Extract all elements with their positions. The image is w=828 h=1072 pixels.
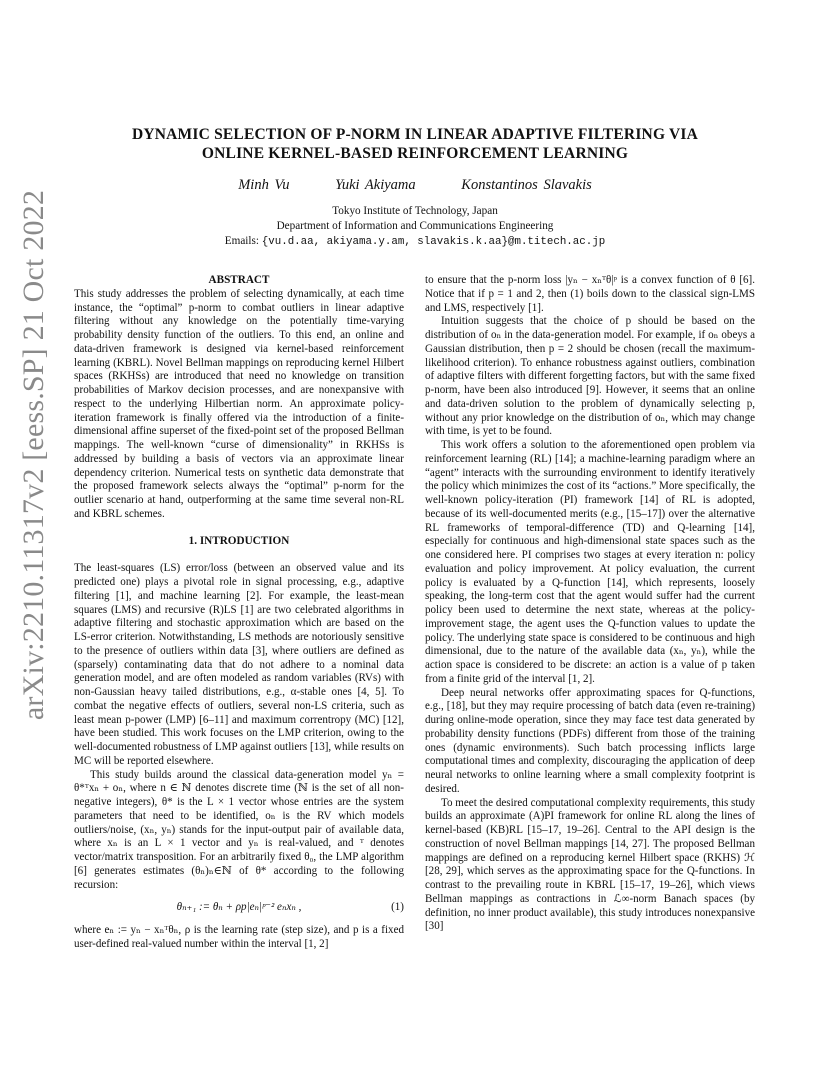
right-paragraph-2: Intuition suggests that the choice of p should be based on the distribution of oₙ in the data-generation model. For example, if oₙ obeys a Gaussian distribution, then p = 2 should be chosen (recall the maximum-likelihood criterion). To enhance robustness against outliers, combination of adaptive filters with different forgetting factors, but with the same fixed p-norm, have been also introduced [9]. However, it seems that an online and data-driven solution to the problem of dynamically selecting p, without any prior knowledge on the distribution of oₙ, which may change with time, is yet to be found. bbox=[425, 315, 755, 438]
intro-paragraph-1: The least-squares (LS) error/loss (between an observed value and its predicted one) plays a pivotal role in signal processing, e.g., adaptive filtering [1], and machine learning [2]. For example, the least-mean squares (LMS) and recursive (R)LS [1] are two celebrated algorithms in adaptive filtering and stochastic approximation which are based on the LS-error criterion. Notwithstanding, LS methods are notoriously sensitive to the presence of outliers within data [3], where outliers are defined as (sparsely) contaminating data that do not adhere to a nominal data generation model, and are often modeled as random variables (RVs) with non-Gaussian heavy tailed distributions, e.g., α-stable ones [4, 5]. To combat the negative effects of outliers, several non-LS criteria, such as least mean p-power (LMP) [6–11] and maximum correntropy (MC) [12], have been studied. This work focuses on the LMP criterion, owing to the well-documented robustness of LMP against outliers [13], while results on MC will be reported elsewhere. bbox=[74, 562, 404, 767]
arxiv-stamp bbox=[14, 189, 54, 721]
affiliation-institute: Tokyo Institute of Technology, Japan bbox=[332, 205, 498, 217]
equation-number: (1) bbox=[391, 901, 404, 914]
abstract-heading: ABSTRACT bbox=[208, 274, 270, 286]
right-paragraph-1: to ensure that the p-norm loss |yₙ − xₙᵀθ|ᵖ is a convex function of θ [6]. Notice that if p = 1 and 2, then (1) boils down to the classical sign-LMS and LMS, respectively [1]. bbox=[425, 274, 755, 314]
affiliation-block bbox=[70, 204, 760, 250]
intro-paragraph-3: where eₙ := yₙ − xₙᵀθₙ, ρ is the learning rate (step size), and p is a fixed user-defined real-valued number within the interval [1, 2] bbox=[74, 924, 404, 950]
equation-1 bbox=[74, 901, 404, 915]
author-name: Yuki Akiyama bbox=[335, 177, 416, 193]
title-line-2: ONLINE KERNEL-BASED REINFORCEMENT LEARNING bbox=[201, 145, 629, 162]
left-column bbox=[74, 274, 404, 952]
paper-header bbox=[70, 125, 760, 250]
emails-text: {vu.d.aa, akiyama.y.am, slavakis.k.aa}@m.titech.ac.jp bbox=[261, 236, 606, 248]
paper-title bbox=[70, 125, 760, 163]
abstract-text: This study addresses the problem of selecting dynamically, at each time instance, the “optimal” p-norm to combat outliers in linear adaptive filtering without any knowledge on the potentially time-varying probability density function of the outliers. To this end, an online and data-driven framework is designed via kernel-based reinforcement learning (KBRL). Novel Bellman mappings on reproducing kernel Hilbert spaces (RKHSs) are introduced that need no knowledge on transition probabilities of Markov decision processes, and are nonexpansive with respect to the underlying Hilbertian norm. An approximate policy-iteration framework is finally offered via the introduction of a finite-dimensional affine superset of the fixed-point set of the proposed Bellman mappings. The well-known “curse of dimensionality” in RKHSs is addressed by building a basis of vectors via an approximate linear dependency criterion. Numerical tests on synthetic data demonstrate that the proposed framework selects always the “optimal” p-norm for the outlier scenario at hand, outperforming at the same time several non-RL and KBRL schemes. bbox=[74, 287, 404, 520]
right-column bbox=[425, 274, 755, 934]
right-paragraph-4: Deep neural networks offer approximating spaces for Q-functions, e.g., [18], but they may require processing of batch data (even re-training) during online-mode operation, since they may face test data generated by probability density functions (PDFs) different from those of the training ones (dynamic environments). Such batch processing inflicts large computational times and complexity, discouraging the application of deep neural networks to online learning where a small complexity footprint is desired. bbox=[425, 686, 755, 795]
author-name: Minh Vu bbox=[238, 177, 290, 193]
emails-label: Emails: bbox=[224, 235, 259, 247]
email-line bbox=[70, 234, 760, 250]
equation-body: θₙ₊₁ := θₙ + ρp|eₙ|ᵖ⁻² eₙxₙ , bbox=[176, 901, 302, 914]
title-line-1: DYNAMIC SELECTION OF P-NORM IN LINEAR ADAPTIVE FILTERING VIA bbox=[131, 126, 699, 143]
intro-heading: 1. INTRODUCTION bbox=[188, 534, 290, 547]
author-name: Konstantinos Slavakis bbox=[461, 177, 592, 193]
right-paragraph-5: To meet the desired computational complexity requirements, this study builds an approximate (A)PI framework for online RL along the lines of kernel-based (KB)RL [15–17, 19–26]. Central to the API design is the construction of novel Bellman mappings [14, 27]. The proposed Bellman mappings are defined on a reproducing kernel Hilbert space (RKHS) ℋ [28, 29], which serves as the approximating space for the Q-functions. In contrast to the prevailing route in KBRL [15–17, 19–26], which views Bellman mappings as contractions in ℒ∞-norm Banach spaces (by definition, no inner product available), this study introduces nonexpansive [30] bbox=[425, 796, 755, 933]
arxiv-id: arXiv:2210.11317v2 [eess.SP] 21 Oct 2022 bbox=[17, 189, 50, 721]
intro-paragraph-2: This study builds around the classical data-generation model yₙ = θ*ᵀxₙ + oₙ, where n ∈ ℕ denotes discrete time (ℕ is the set of all non-negative integers), θ* is the L × 1 vector whose entries are the system parameters that need to be identified, oₙ is the RV which models outliers/noise, (xₙ, yₙ) stands for the input-output pair of available data, where xₙ is an L × 1 vector and yₙ is real-valued, and ᵀ denotes vector/matrix transposition. For an arbitrarily fixed θ₀, the LMP algorithm [6] generates estimates (θₙ)ₙ∈ℕ of θ* according to the following recursion: bbox=[74, 768, 404, 891]
affiliation-department: Department of Information and Communications Engineering bbox=[276, 220, 554, 232]
author-list bbox=[70, 177, 760, 194]
right-paragraph-3: This work offers a solution to the aforementioned open problem via reinforcement learning (RL) [14]; a machine-learning paradigm where an “agent” interacts with the surrounding environment to identify iteratively the policy which minimizes the cost of its “actions.” More specifically, the well-known policy-iteration (PI) framework [14] of RL is adopted, because of its well-documented merits (e.g., [15–17]) over the alternative RL frameworks of temporal-difference (TD) and Q-learning [14], especially for continuous and high-dimensional state spaces such as the one considered here. PI comprises two stages at every iteration n: policy evaluation and policy improvement. At policy evaluation, the current policy is evaluated by a Q-function [14], which represents, loosely speaking, the long-term cost that the agent would suffer had the current policy been used to determine the next state, whereas at the policy-improvement stage, the agent uses the Q-function values to update the policy. The underlying state space is considered to be continuous and high dimensional, due to the nature of the available data (xₙ, yₙ), while the action space is considered to be discrete: an action is a value of p taken from a finite grid of the interval [1, 2]. bbox=[425, 439, 755, 685]
